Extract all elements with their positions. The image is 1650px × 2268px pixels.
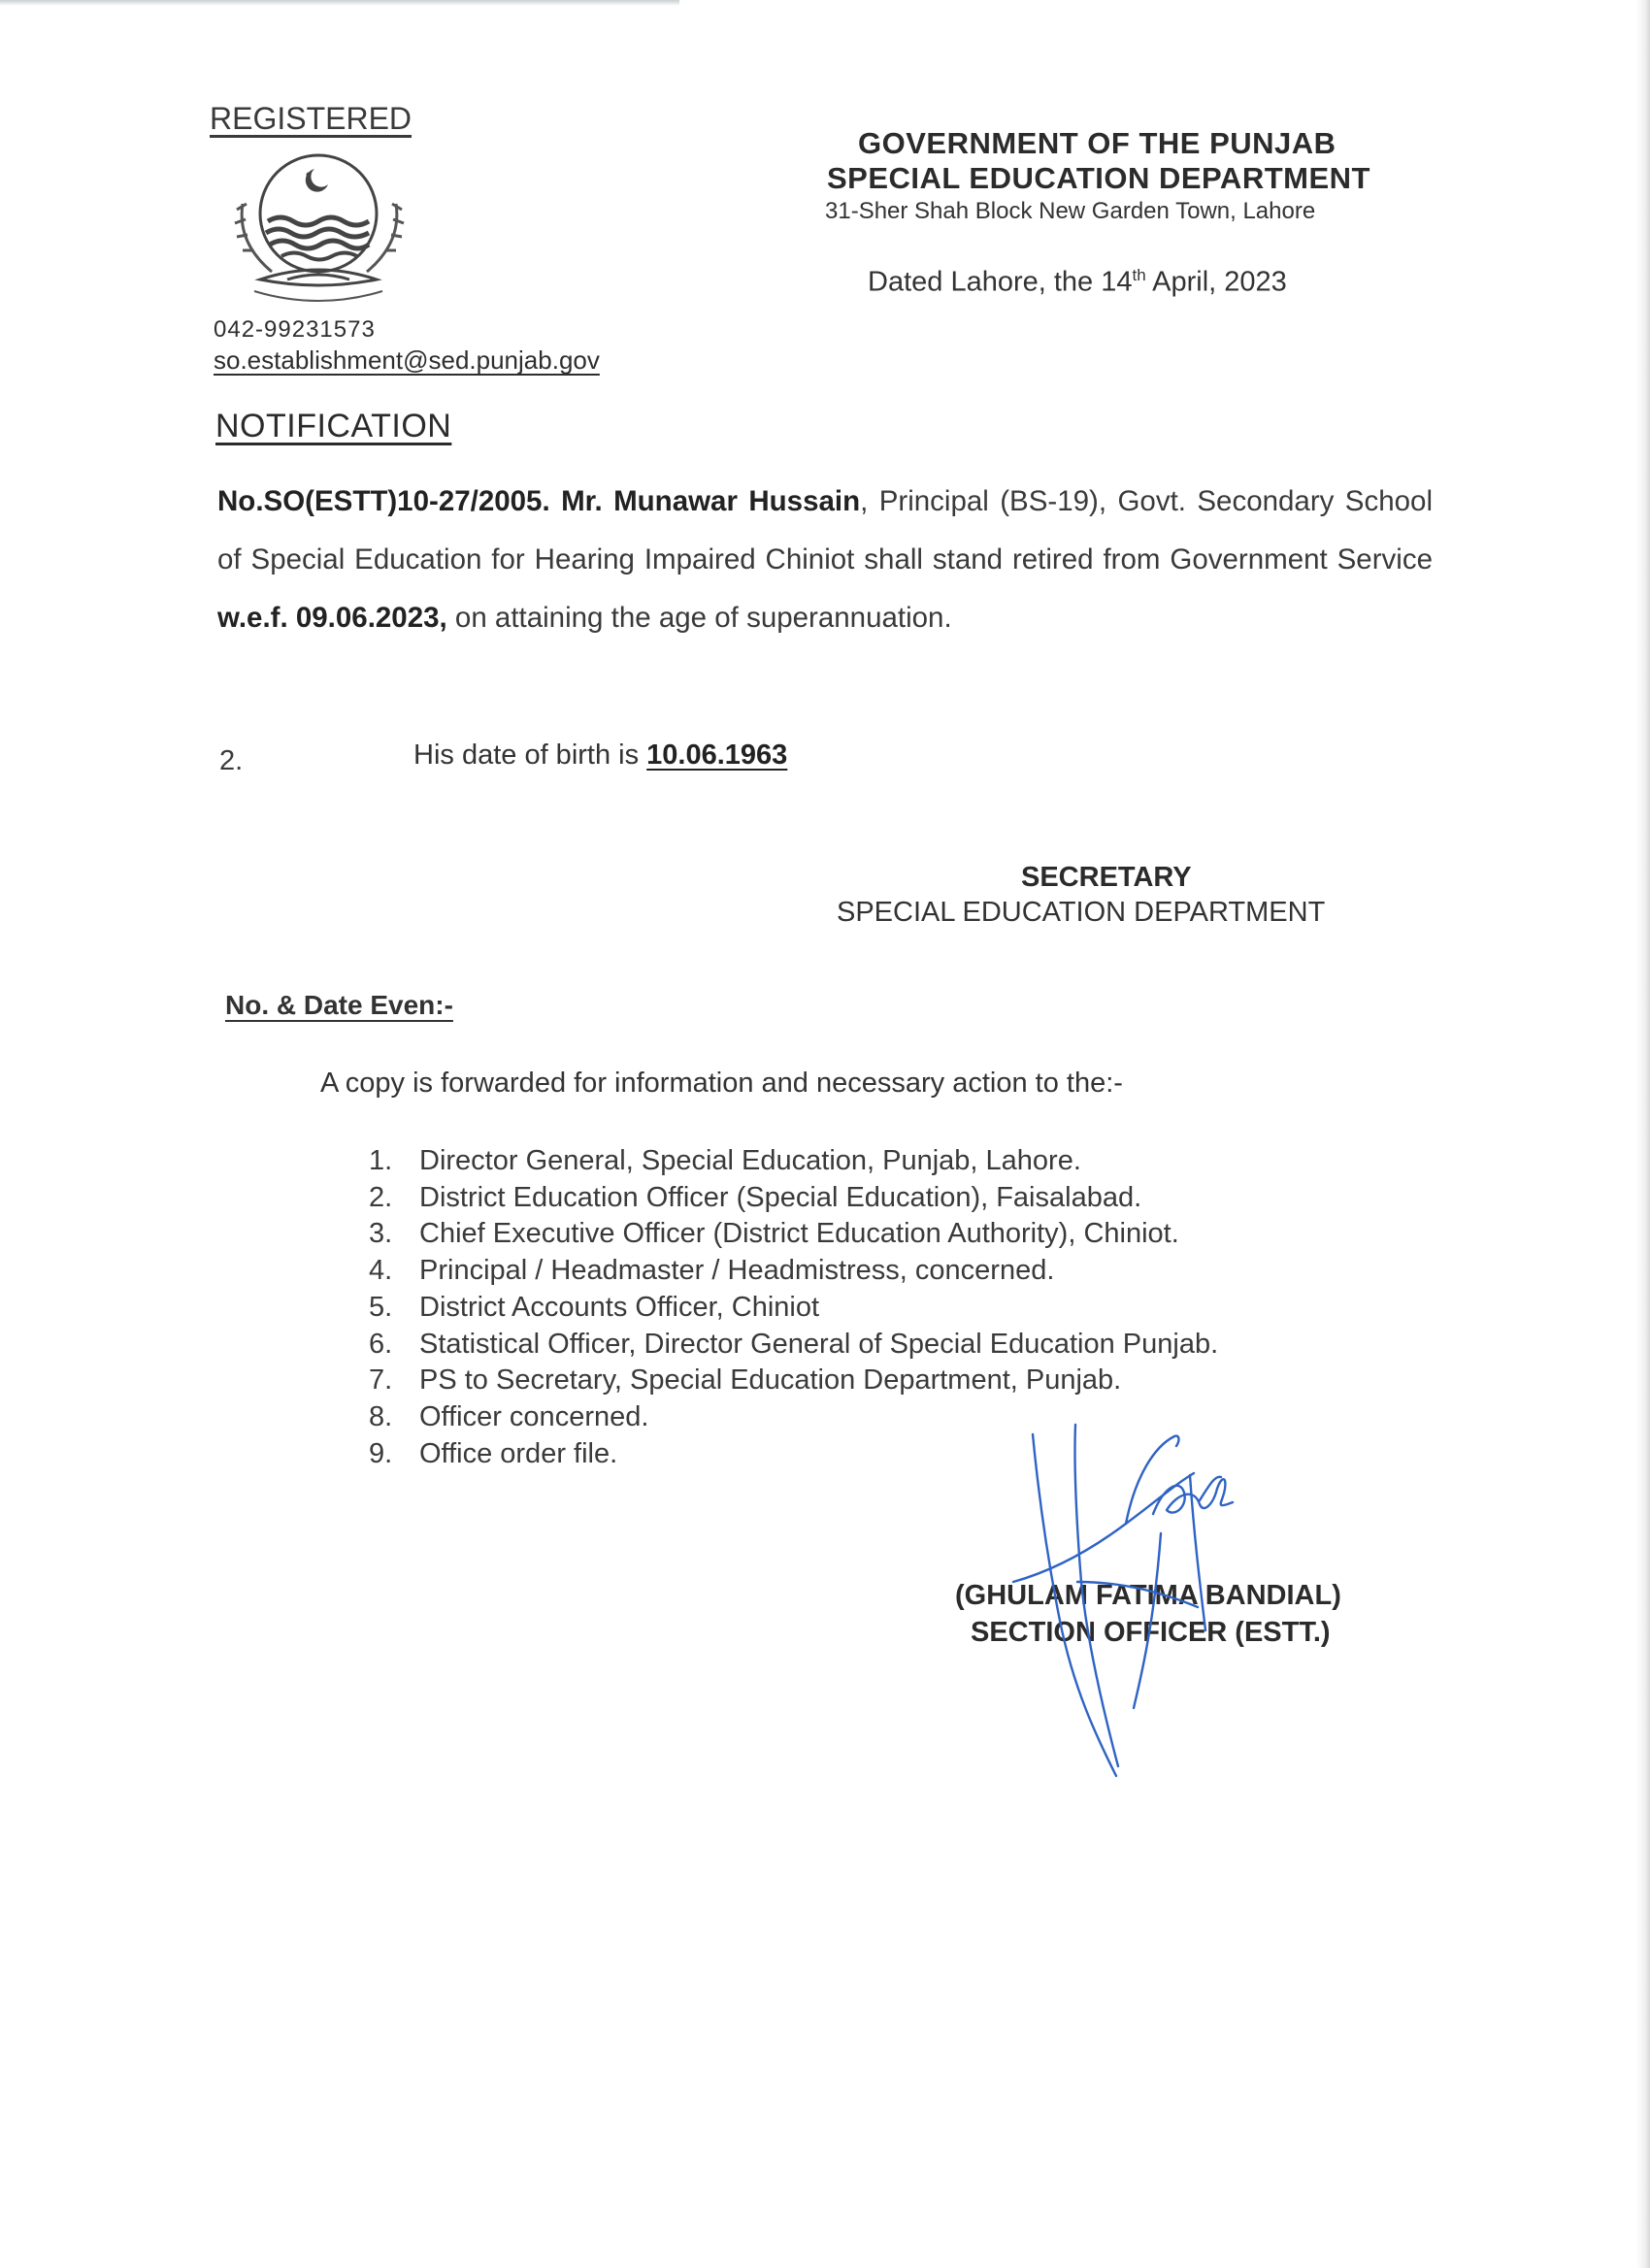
department-address: 31-Sher Shah Block New Garden Town, Lahore — [825, 198, 1316, 224]
email-address[interactable]: so.establishment@sed.punjab.gov — [214, 345, 600, 375]
notification-text-2: on attaining the age of superannuation. — [446, 602, 952, 634]
list-item-text: Chief Executive Officer (District Education Authority), Chiniot. — [419, 1218, 1179, 1250]
list-item-number: 3. — [369, 1218, 393, 1250]
list-item — [369, 1216, 1218, 1253]
list-item-text: Office order file. — [419, 1437, 618, 1469]
date-of-birth: 10.06.1963 — [646, 740, 788, 771]
scan-edge-top — [0, 0, 679, 6]
effective-date: w.e.f. 09.06.2023, — [217, 602, 447, 634]
list-item — [369, 1363, 1218, 1399]
paragraph-2 — [413, 740, 787, 772]
list-item-text: Director General, Special Education, Punjab, Lahore. — [419, 1145, 1081, 1176]
list-item-text: Principal / Headmaster / Headmistress, concerned. — [419, 1255, 1055, 1287]
notification-text-1: , Principal (BS-19), Govt. Secondary School of Special Education for Hearing Impaired Chiniot shall stand retired from Government Service — [217, 485, 1433, 575]
dob-label: His date of birth is — [413, 740, 647, 771]
date-prefix: Dated Lahore, the 14 — [868, 266, 1133, 298]
list-item-number: 6. — [369, 1328, 393, 1360]
forward-intro: A copy is forwarded for information and necessary action to the:- — [320, 1068, 1123, 1099]
notification-heading: NOTIFICATION — [215, 408, 452, 444]
department-title: SPECIAL EDUCATION DEPARTMENT — [827, 161, 1370, 195]
list-item-number: 2. — [369, 1181, 393, 1213]
secretary-department: SPECIAL EDUCATION DEPARTMENT — [837, 897, 1326, 928]
date-ordinal: th — [1132, 266, 1146, 284]
list-item-text: Statistical Officer, Director General of Special Education Punjab. — [419, 1328, 1219, 1360]
issue-date — [868, 266, 1287, 299]
no-date-even-heading: No. & Date Even:- — [225, 990, 453, 1020]
list-item — [369, 1143, 1218, 1180]
list-item — [369, 1290, 1218, 1327]
list-item — [369, 1180, 1218, 1217]
list-item-number: 5. — [369, 1291, 393, 1323]
list-item-text: PS to Secretary, Special Education Department, Punjab. — [419, 1364, 1122, 1397]
list-item-number: 7. — [369, 1364, 393, 1397]
list-item-number: 9. — [369, 1437, 393, 1469]
list-item — [369, 1327, 1218, 1364]
list-item-number: 4. — [369, 1255, 393, 1287]
reference-number: No.SO(ESTT)10-27/2005. — [217, 485, 550, 517]
notification-body — [217, 473, 1433, 647]
handwritten-signature — [1009, 1417, 1301, 1786]
signatory-title: SECTION OFFICER (ESTT.) — [971, 1617, 1331, 1648]
officer-name: Mr. Munawar Hussain — [561, 485, 861, 517]
list-item-number: 1. — [369, 1145, 393, 1176]
list-item-text: District Education Officer (Special Education), Faisalabad. — [419, 1181, 1142, 1213]
list-item-text: Officer concerned. — [419, 1400, 649, 1432]
signatory-name: (GHULAM FATIMA BANDIAL) — [955, 1580, 1341, 1611]
paragraph-2-number: 2. — [219, 745, 244, 776]
list-item-text: District Accounts Officer, Chiniot — [419, 1291, 820, 1323]
secretary-title: SECRETARY — [1021, 862, 1192, 893]
government-title: GOVERNMENT OF THE PUNJAB — [858, 126, 1336, 160]
punjab-government-seal-icon — [221, 146, 423, 312]
list-item-number: 8. — [369, 1400, 393, 1432]
scan-edge-right — [1636, 0, 1650, 2268]
list-item — [369, 1253, 1218, 1290]
registered-label: REGISTERED — [210, 101, 412, 136]
date-suffix: April, 2023 — [1145, 266, 1287, 298]
phone-number: 042-99231573 — [214, 316, 376, 343]
